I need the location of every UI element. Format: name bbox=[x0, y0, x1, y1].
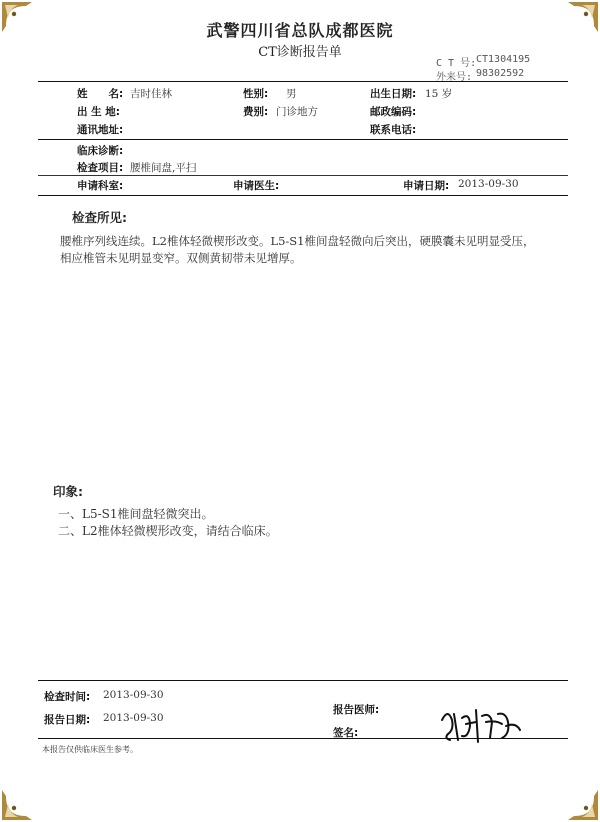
footer-rule-bottom bbox=[38, 738, 568, 739]
signature-label: 签名: bbox=[333, 727, 359, 739]
patient-fee: 门诊地方 bbox=[276, 106, 318, 118]
exam-rule bbox=[38, 175, 568, 176]
request-dept-label: 申请科室: bbox=[77, 180, 124, 192]
ct-no-value: CT1304195 bbox=[476, 54, 531, 65]
patient-rule bbox=[38, 139, 568, 140]
name-label: 姓 名: bbox=[77, 88, 124, 100]
patient-name: 吉时佳林 bbox=[130, 88, 172, 100]
impression-line-1: 一、L5-S1椎间盘轻微突出。 bbox=[58, 507, 214, 521]
exam-item-label: 检查项目: bbox=[77, 162, 124, 174]
sex-label: 性别: bbox=[243, 88, 269, 100]
reporting-doctor-label: 报告医师: bbox=[333, 704, 380, 716]
ct-no-label: C T 号: bbox=[436, 58, 477, 69]
exam-time-label: 检查时间: bbox=[44, 691, 91, 703]
footer-rule-top bbox=[38, 680, 568, 681]
findings-text: 腰椎序列线连续。L2椎体轻微楔形改变。L5-S1椎间盘轻微向后突出，硬膜囊未见明显受压，相应椎管未见明显变窄。双侧黄韧带未见增厚。 bbox=[60, 234, 535, 265]
birth-label: 出生日期: bbox=[370, 88, 417, 100]
request-date: 2013-09-30 bbox=[458, 178, 519, 190]
patient-sex: 男 bbox=[286, 88, 297, 100]
corner-ornament-icon bbox=[2, 790, 32, 820]
request-date-label: 申请日期: bbox=[403, 180, 450, 192]
report-title: CT诊断报告单 bbox=[258, 45, 342, 60]
impression-line-2: 二、L2椎体轻微楔形改变，请结合临床。 bbox=[58, 524, 278, 538]
corner-ornament-icon bbox=[568, 790, 598, 820]
hospital-name: 武警四川省总队成都医院 bbox=[206, 21, 394, 40]
patient-birth: 15 岁 bbox=[425, 88, 453, 100]
clinical-dx-label: 临床诊断: bbox=[77, 145, 124, 157]
report-date: 2013-09-30 bbox=[103, 712, 164, 724]
outpatient-no-value: 98302592 bbox=[476, 68, 525, 79]
address-label: 通讯地址: bbox=[77, 124, 124, 136]
exam-item: 腰椎间盘,平扫 bbox=[130, 162, 197, 174]
request-doctor-label: 申请医生: bbox=[233, 180, 280, 192]
header-rule bbox=[38, 81, 568, 82]
fee-label: 费别: bbox=[243, 106, 269, 118]
postcode-label: 邮政编码: bbox=[370, 106, 417, 118]
exam-time: 2013-09-30 bbox=[103, 689, 164, 701]
disclaimer: 本报告仅供临床医生参考。 bbox=[42, 745, 138, 754]
report-date-label: 报告日期: bbox=[44, 714, 91, 726]
request-rule bbox=[38, 195, 568, 196]
phone-label: 联系电话: bbox=[370, 124, 417, 136]
handwritten-signature bbox=[436, 700, 526, 748]
impression-label: 印象: bbox=[53, 484, 83, 499]
outpatient-no-label: 外来号: bbox=[436, 72, 473, 83]
findings-label: 检查所见: bbox=[72, 210, 127, 225]
birthplace-label: 出 生 地: bbox=[77, 106, 121, 118]
